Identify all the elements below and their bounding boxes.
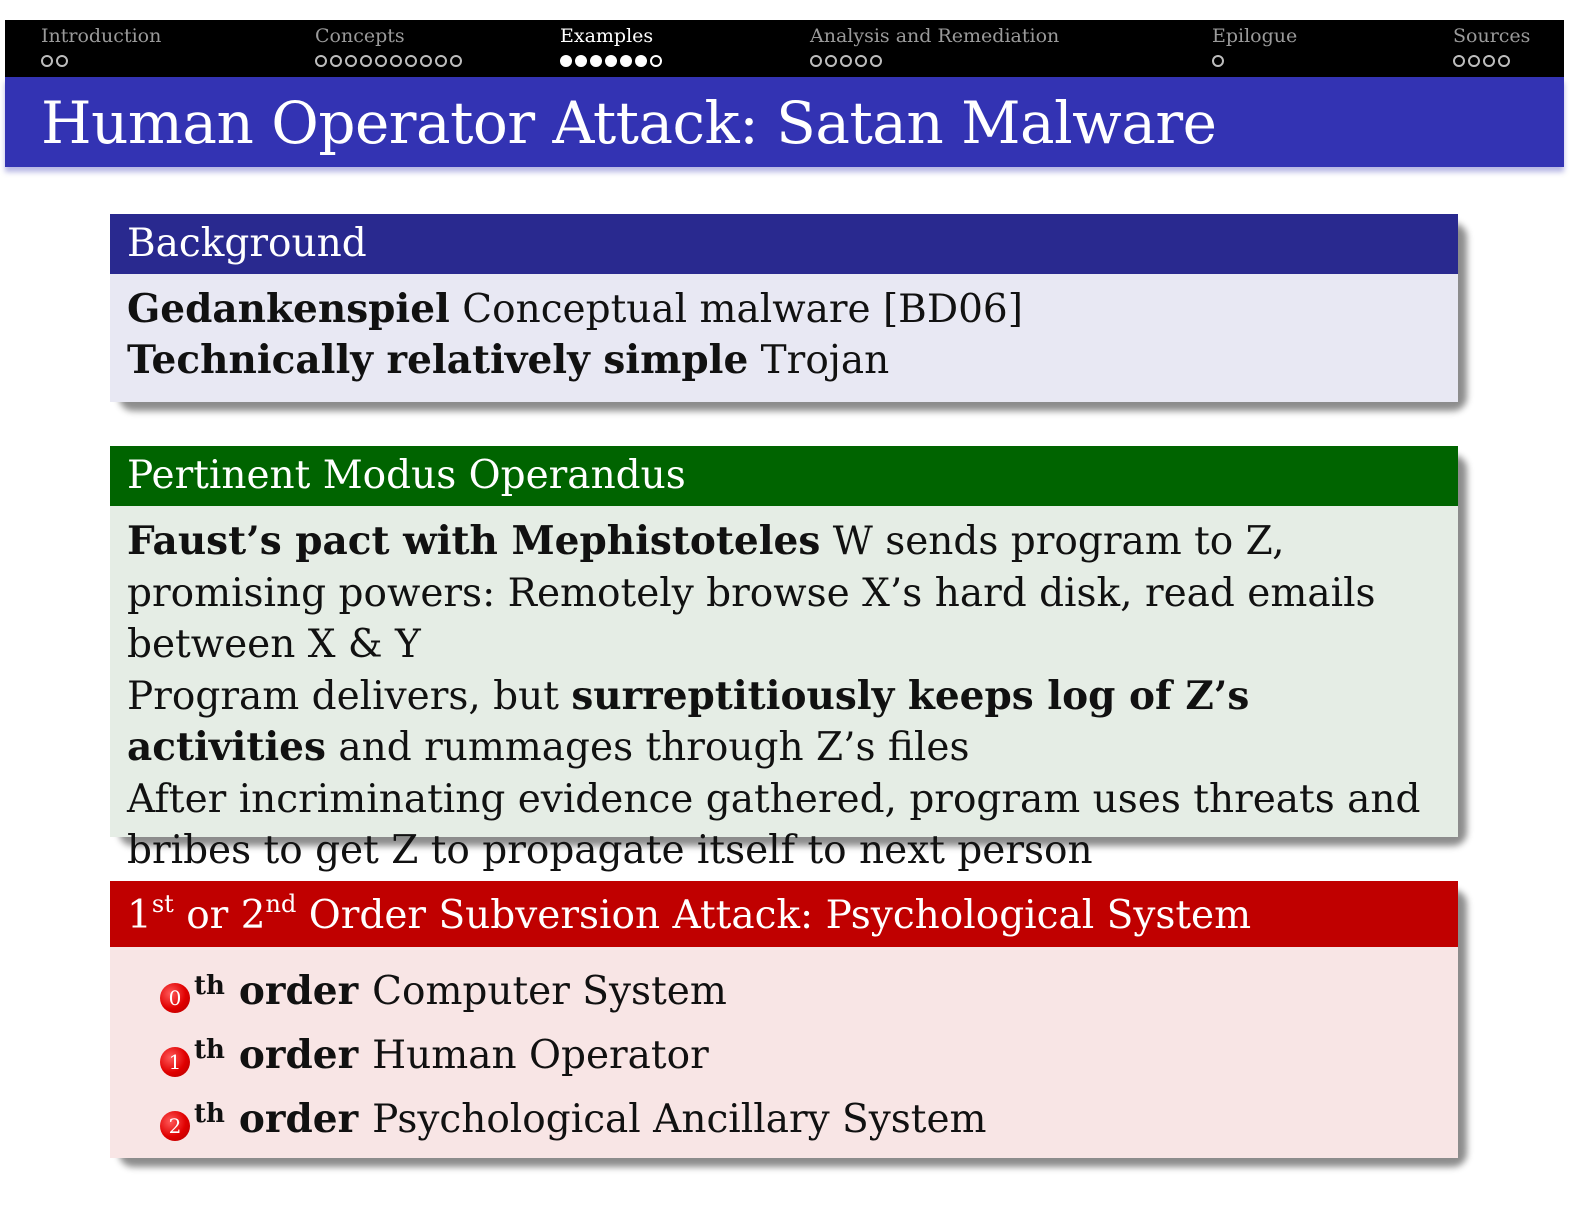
paragraph-text: and rummages through Z’s files <box>325 725 970 770</box>
nav-frame-dot[interactable] <box>810 55 822 67</box>
nav-frame-dot[interactable] <box>560 55 572 67</box>
heading-superscript: nd <box>265 890 297 918</box>
paragraph-emphasis: surreptitiously keeps log of Z’s activities <box>127 672 1250 770</box>
nav-frame-dot[interactable] <box>1453 55 1465 67</box>
nav-frame-dot[interactable] <box>575 55 587 67</box>
order-word: order <box>238 1031 359 1078</box>
order-item <box>160 1023 1441 1087</box>
background-block <box>110 214 1458 402</box>
block-heading <box>110 881 1458 947</box>
nav-frame-dot[interactable] <box>590 55 602 67</box>
block-body <box>110 274 1458 402</box>
nav-frame-dot[interactable] <box>870 55 882 67</box>
nav-label[interactable]: Concepts <box>315 25 405 47</box>
modus-operandus-block <box>110 446 1458 873</box>
nav-dots <box>810 55 1059 67</box>
nav-frame-dot[interactable] <box>1483 55 1495 67</box>
nav-section-analysis[interactable] <box>810 25 1059 67</box>
heading-part: 1 <box>127 893 152 938</box>
order-word: order <box>238 1095 359 1142</box>
order-superscript: th <box>194 971 225 1001</box>
row-text: Trojan <box>748 338 890 383</box>
enumeration-ball: 0 <box>160 983 190 1013</box>
nav-dots <box>1212 55 1297 67</box>
nav-section-sources[interactable] <box>1453 25 1530 67</box>
row-text: Conceptual malware [BD06] <box>449 287 1023 332</box>
nav-frame-dot[interactable] <box>605 55 617 67</box>
nav-frame-dot[interactable] <box>405 55 417 67</box>
heading-superscript: st <box>151 890 174 918</box>
nav-frame-dot[interactable] <box>620 55 632 67</box>
nav-frame-dot[interactable] <box>840 55 852 67</box>
order-superscript: th <box>194 1035 225 1065</box>
block-body <box>110 506 1458 873</box>
modus-paragraph <box>127 774 1441 877</box>
nav-frame-dot[interactable] <box>390 55 402 67</box>
nav-label[interactable]: Analysis and Remediation <box>810 25 1060 47</box>
nav-label[interactable]: Sources <box>1453 25 1531 47</box>
nav-frame-dot[interactable] <box>450 55 462 67</box>
nav-frame-dot[interactable] <box>56 55 68 67</box>
page-title: Human Operator Attack: Satan Malware <box>41 89 1217 157</box>
block-heading: Background <box>110 214 1458 274</box>
nav-frame-dot[interactable] <box>855 55 867 67</box>
subversion-attack-block <box>110 881 1458 1158</box>
background-row <box>127 284 1441 335</box>
nav-dots <box>41 55 161 67</box>
nav-frame-dot[interactable] <box>825 55 837 67</box>
nav-frame-dot[interactable] <box>635 55 647 67</box>
block-heading: Pertinent Modus Operandus <box>110 446 1458 506</box>
block-body <box>110 947 1458 1158</box>
nav-label[interactable]: Introduction <box>41 25 162 47</box>
nav-dots <box>560 55 662 67</box>
modus-paragraph <box>127 516 1441 671</box>
nav-frame-dot[interactable] <box>420 55 432 67</box>
order-text: Computer System <box>372 968 727 1014</box>
nav-frame-dot[interactable] <box>330 55 342 67</box>
nav-label[interactable]: Epilogue <box>1212 25 1298 47</box>
nav-frame-dot[interactable] <box>650 55 662 67</box>
nav-section-introduction[interactable] <box>41 25 161 67</box>
modus-paragraph <box>127 671 1441 774</box>
enumeration-ball: 1 <box>160 1047 190 1077</box>
nav-section-concepts[interactable] <box>315 25 462 67</box>
paragraph-text: W sends program to Z, promising powers: Remotely browse X’s hard disk, read emails between X & Y <box>127 519 1376 667</box>
paragraph-text: After incriminating evidence gathered, program uses threats and bribes to get Z to propagate itself to next person <box>127 776 1421 873</box>
order-superscript: th <box>194 1099 225 1129</box>
nav-frame-dot[interactable] <box>1468 55 1480 67</box>
paragraph-text: Program delivers, but <box>127 673 572 719</box>
navigation-bar <box>5 20 1564 77</box>
order-item <box>160 1087 1441 1151</box>
nav-frame-dot[interactable] <box>360 55 372 67</box>
paragraph-term: Faust’s pact with Mephistoteles <box>127 518 821 564</box>
row-term: Technically relatively simple <box>127 337 749 383</box>
nav-section-epilogue[interactable] <box>1212 25 1297 67</box>
order-text: Human Operator <box>372 1032 709 1078</box>
nav-frame-dot[interactable] <box>315 55 327 67</box>
enumeration-ball: 2 <box>160 1111 190 1141</box>
nav-frame-dot[interactable] <box>1212 55 1224 67</box>
heading-part: or 2 <box>173 893 266 938</box>
order-item <box>160 959 1441 1023</box>
nav-dots <box>315 55 462 67</box>
nav-frame-dot[interactable] <box>435 55 447 67</box>
nav-frame-dot[interactable] <box>345 55 357 67</box>
background-row <box>127 335 1441 386</box>
title-bar <box>5 77 1564 167</box>
nav-frame-dot[interactable] <box>375 55 387 67</box>
nav-dots <box>1453 55 1530 67</box>
heading-part: Order Subversion Attack: Psychological System <box>296 893 1252 938</box>
row-term: Gedankenspiel <box>127 286 450 332</box>
nav-label[interactable]: Examples <box>560 25 654 47</box>
nav-frame-dot[interactable] <box>1498 55 1510 67</box>
order-text: Psychological Ancillary System <box>372 1096 987 1142</box>
order-word: order <box>238 967 359 1014</box>
nav-frame-dot[interactable] <box>41 55 53 67</box>
nav-section-examples[interactable] <box>560 25 662 67</box>
